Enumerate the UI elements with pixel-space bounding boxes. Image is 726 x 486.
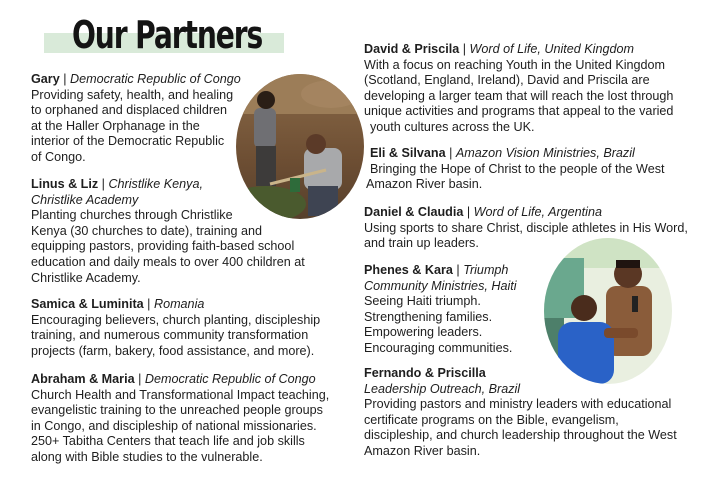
partner-photo-haiti [544,238,672,384]
partner-org: Word of Life, Argentina [473,205,602,219]
partner-org: Christlike Academy [31,192,139,207]
partner-desc-line: certificate programs on the Bible, evangelism, [364,412,619,427]
partner-name: Fernando & Priscilla [364,366,486,380]
partner-name: Linus & Liz [31,177,99,191]
partner-desc-line: developing a larger team that will reach the lost through [364,88,674,103]
partner-phenes-kara: Phenes & Kara | Triumph Community Ministries, Haiti Seeing Haiti triumph. Strengthening families. Empowering leaders. Encouraging communities. [364,263,517,355]
partner-desc-line: Planting churches through Christlike [31,208,233,223]
partner-linus-liz: Linus & Liz | Christlike Kenya, Christlike Academy Planting churches through Christlike Kenya (30 churches to date), training and equipping pastors, providing faith-based school education and daily meals to over 400 children at Christlike Academy. [31,177,305,285]
partner-desc-line: education and daily meals to over 400 children at [31,254,305,269]
partner-org: Triumph [463,263,509,277]
partner-fernando-priscilla [364,366,677,460]
partner-name: Phenes & Kara [364,263,453,277]
partner-desc-line: evangelistic training to the unreached people groups [31,403,323,418]
partner-desc-line: Using sports to share Christ, disciple athletes in His Word, [364,220,688,235]
page-title: Our Partners [72,13,263,57]
partner-desc-line: Christlike Academy. [31,270,141,285]
partner-org: Democratic Republic of Congo [70,72,241,86]
partner-desc-line: Seeing Haiti triumph. [364,294,481,309]
partner-desc-line: equipping pastors, providing faith-based school [31,239,295,254]
partner-name: Daniel & Claudia [364,205,464,219]
partner-org: Word of Life, United Kingdom [469,42,634,56]
partner-org: Amazon Vision Ministries, Brazil [455,146,635,160]
partner-desc-line: Providing safety, health, and healing [31,87,234,102]
partner-name: Samica & Luminita [31,297,144,311]
partner-gary: Gary | Democratic Republic of Congo Providing safety, health, and healing to orphaned and displaced children at the Haller Orphanage in the interior of the Democratic Republic of Congo. [31,72,241,164]
partner-photo-congo [236,74,364,219]
partner-desc-line: Amazon River basin. [364,443,481,458]
partner-desc-line: Encouraging believers, church planting, discipleship [31,312,321,327]
partner-desc-line: Kenya (30 churches to date), training and [31,223,263,238]
partner-desc-line: at the Haller Orphanage in the [31,118,200,133]
photo-illustration [236,74,364,219]
partner-desc-line: 250+ Tabitha Centers that teach life and job skills [31,434,305,449]
partner-desc-line: (Scotland, England, Ireland), David and Priscila are [364,73,650,88]
partner-desc-line: With a focus on reaching Youth in the United Kingdom [364,57,666,72]
partner-org: Romania [153,297,205,311]
photo-illustration [544,238,672,384]
partner-org: Christlike Kenya, [108,177,203,191]
partner-desc-line: Bringing the Hope of Christ to the people of the West [370,161,665,176]
partner-abraham-maria: Abraham & Maria | Democratic Republic of Congo Church Health and Transformational Impact teaching, evangelistic training to the unreached people groups in Congo, and discipleship of national missionaries. 250+ Tabitha Centers that teach life and job skills along with Bible studies to the vulnerable. [31,372,330,464]
partner-desc-line: Church Health and Transformational Impact teaching, [31,387,330,402]
partner-desc-line: interior of the Democratic Republic [31,134,225,149]
partner-org: Leadership Outreach, Brazil [364,381,521,396]
partner-desc-line: unique activities and programs that appeal to the varied [364,104,674,119]
partner-desc-line: of Congo. [31,149,86,164]
partner-desc-line: Encouraging communities. [364,340,513,355]
partner-david-priscila: David & Priscila | Word of Life, United Kingdom With a focus on reaching Youth in the United Kingdom (Scotland, England, Ireland), David and Priscila are developing a larger team that will reach the lost through unique activities and programs that appeal to the varied youth cultures across the UK. [364,42,674,134]
partner-desc-line: Amazon River basin. [366,177,483,192]
partner-desc-line: along with Bible studies to the vulnerable. [31,449,263,464]
partner-desc-line: and train up leaders. [364,236,479,251]
partner-name: Abraham & Maria [31,372,135,386]
partner-samica-luminita: Samica & Luminita | Romania Encouraging believers, church planting, discipleship training, and numerous community transformation projects (farm, bakery, food assistance, and more). [31,297,321,358]
partner-org: Community Ministries, Haiti [364,278,517,293]
partner-name: Eli & Silvana [370,146,446,160]
partner-desc-line: training, and numerous community transformation [31,328,309,343]
partner-name: David & Priscila [364,42,460,56]
partner-eli-silvana: Eli & Silvana | Amazon Vision Ministries, Brazil Bringing the Hope of Christ to the people of the West Amazon River basin. [366,146,665,192]
partner-desc-line: Empowering leaders. [364,325,483,340]
partner-org: Democratic Republic of Congo [144,372,316,386]
partner-desc-line: projects (farm, bakery, food assistance, and more). [31,343,315,358]
partner-desc-line: youth cultures across the UK. [370,119,535,134]
partner-desc-line: Providing pastors and ministry leaders with educational [364,397,672,412]
partner-desc-line: discipleship, and church leadership throughout the West [364,428,677,443]
partner-name: Gary [31,72,60,86]
partner-desc-line: in Congo, and discipleship of national missionaries. [31,418,317,433]
partner-desc-line: Strengthening families. [364,309,493,324]
partner-daniel-claudia: Daniel & Claudia | Word of Life, Argentina Using sports to share Christ, disciple athletes in His Word, and train up leaders. [364,205,688,251]
partner-desc-line: to orphaned and displaced children [31,103,228,118]
